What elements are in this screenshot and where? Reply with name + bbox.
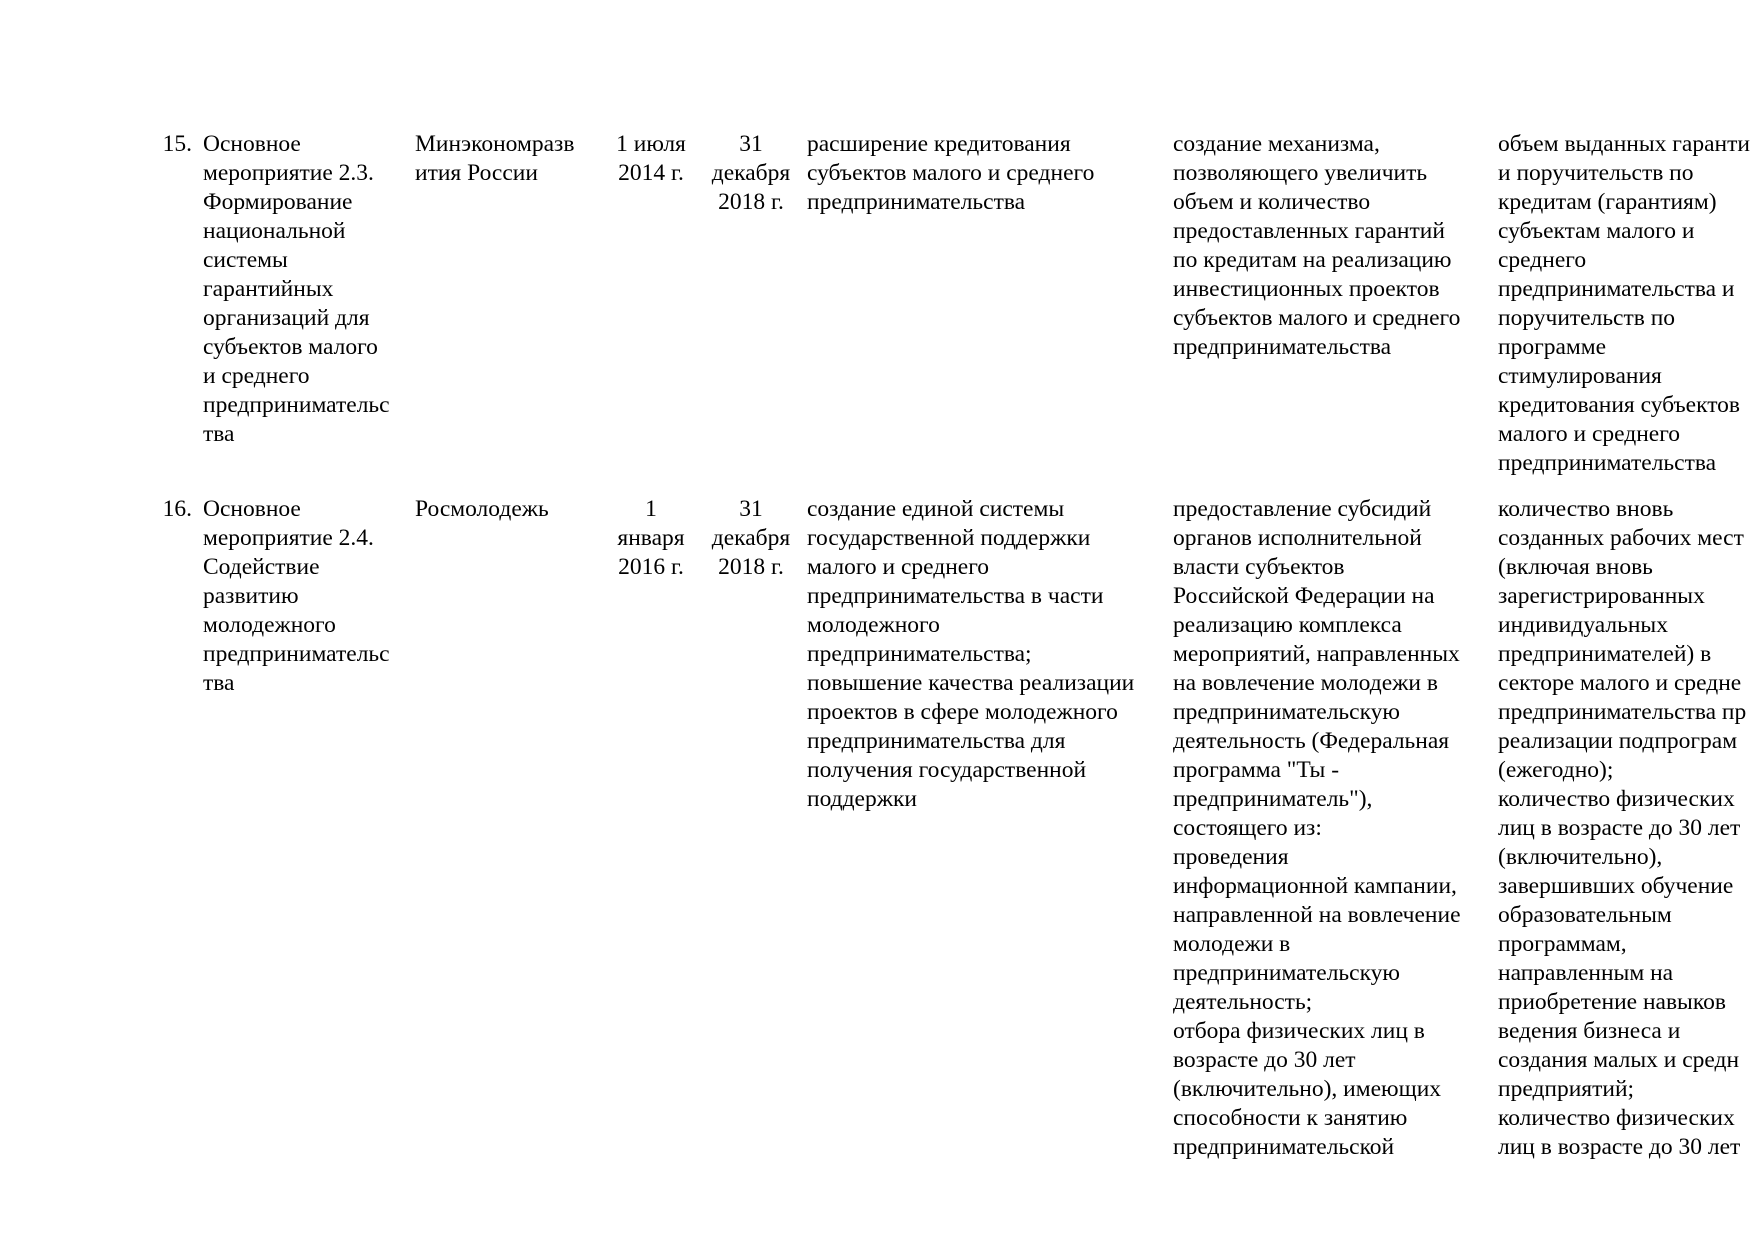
activity-name: Основное мероприятие 2.3. Формирование национальной системы гарантийных организаций для субъектов малого и среднего предпринимательс тва — [203, 131, 390, 447]
activity-name: Основное мероприятие 2.4. Содействие развитию молодежного предпринимательс тва — [203, 496, 390, 696]
responsible-executor: Минэкономразв ития России — [415, 131, 575, 186]
start-date: 1 января 2016 г. — [617, 496, 685, 580]
expected-result: создание единой системы государственной поддержки малого и среднего предпринимательства в части молодежного предпринимательства; повышение качества реализации проектов в сфере молодежного предпринимательства для получения государственной поддержки — [807, 496, 1135, 812]
responsible-executor: Росмолодежь — [415, 496, 549, 522]
implementation-mechanism: предоставление субсидий органов исполнительной власти субъектов Российской Федерации на реализацию комплекса мероприятий, направленных на вовлечение молодежи в предпринимательскую деятельность (Федеральная программа "Ты - предприниматель"), состоящего из: проведения информационной кампании, направленной на вовлечение молодежи в предпринимательскую деятельность; отбора физических лиц в возрасте до 30 лет (включительно), имеющих способности к занятию предпринимательской — [1173, 496, 1461, 1160]
end-date: 31 декабря 2018 г. — [711, 131, 791, 215]
row-number: 15. — [162, 131, 192, 157]
row-number: 16. — [162, 496, 192, 522]
target-indicators: объем выданных гаранти и поручительств по кредитам (гарантиям) субъектам малого и среднего предпринимательства и поручительств по программе стимулирования кредитования субъектов малого и среднего предпринимательства — [1498, 131, 1750, 476]
target-indicators: количество вновь созданных рабочих мест (включая вновь зарегистрированных индивидуальных предпринимателей) в секторе малого и средне предпринимательства пр реализации подпрограм (ежегодно); количество физических лиц в возрасте до 30 лет (включительно), завершивших обучение образовательным программам, направленным на приобретение навыков ведения бизнеса и создания малых и средн предприятий; количество физических лиц в возрасте до 30 лет — [1498, 496, 1747, 1160]
expected-result: расширение кредитования субъектов малого и среднего предпринимательства — [807, 131, 1095, 215]
start-date: 1 июля 2014 г. — [616, 131, 686, 186]
end-date: 31 декабря 2018 г. — [711, 496, 791, 580]
implementation-mechanism: создание механизма, позволяющего увеличить объем и количество предоставленных гарантий по кредитам на реализацию инвестиционных проектов субъектов малого и среднего предпринимательства — [1173, 131, 1461, 360]
